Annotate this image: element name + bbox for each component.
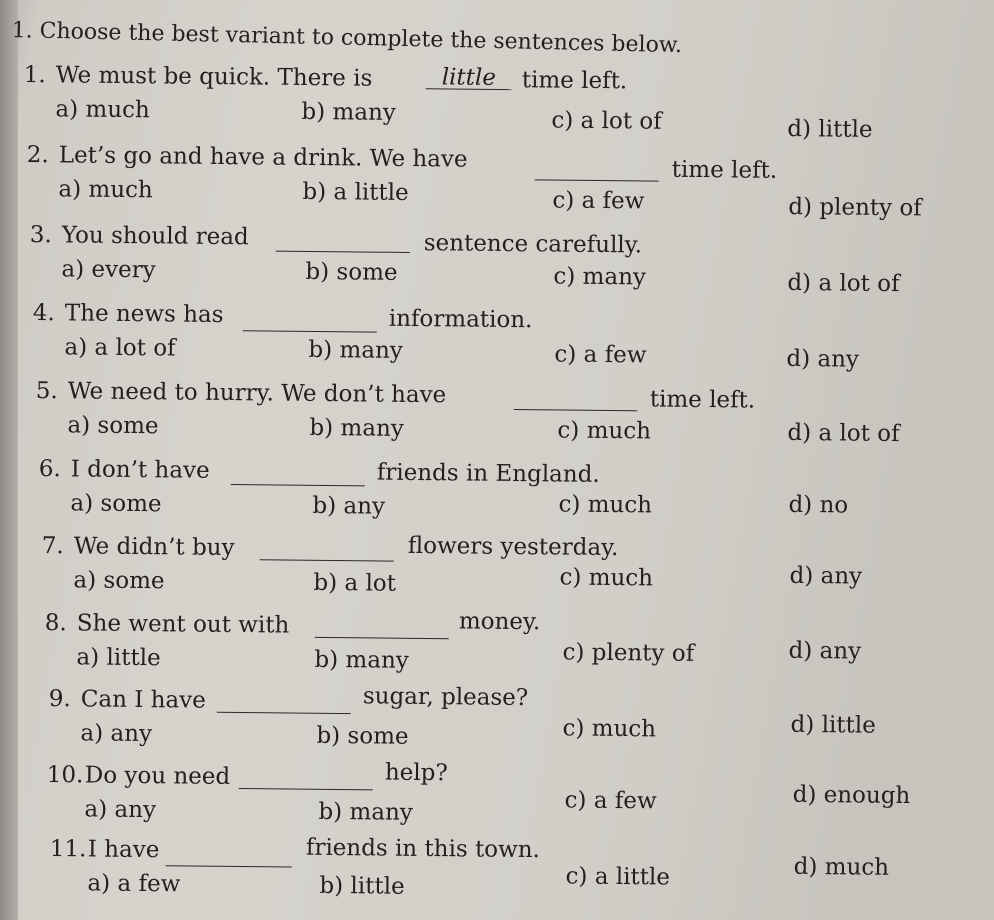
answer-blank[interactable] xyxy=(239,764,373,790)
answer-blank[interactable] xyxy=(243,306,377,332)
option-c[interactable]: c) a few xyxy=(564,787,657,815)
exercise-heading: 1. Choose the best variant to complete the sentences below. xyxy=(11,18,683,59)
option-a[interactable]: a) some xyxy=(73,567,165,595)
option-c[interactable]: c) much xyxy=(562,715,657,743)
option-c[interactable]: c) much xyxy=(559,564,654,592)
question-1 xyxy=(23,62,984,144)
option-d[interactable]: d) a lot of xyxy=(787,419,900,448)
option-b[interactable]: b) some xyxy=(305,258,398,286)
answer-blank[interactable] xyxy=(514,385,638,411)
option-b[interactable]: b) many xyxy=(301,98,396,126)
option-d[interactable]: d) little xyxy=(790,711,876,739)
option-a[interactable]: a) a lot of xyxy=(64,334,176,362)
option-b[interactable]: b) many xyxy=(309,414,404,442)
question-8 xyxy=(44,610,994,692)
question-text-before: The news has xyxy=(64,300,224,328)
option-a[interactable]: a) any xyxy=(80,720,153,748)
question-text-after: help? xyxy=(384,759,448,787)
option-b[interactable]: b) any xyxy=(312,492,386,520)
question-text-before: I have xyxy=(87,836,160,864)
question-number: 6. xyxy=(38,456,61,483)
question-2 xyxy=(26,142,987,224)
question-11 xyxy=(49,836,994,918)
option-c[interactable]: c) much xyxy=(557,417,652,445)
question-text-before: Do you need xyxy=(84,762,231,790)
question-6 xyxy=(38,456,994,538)
question-number: 9. xyxy=(48,686,71,713)
option-d[interactable]: d) any xyxy=(788,637,862,665)
question-5 xyxy=(35,378,994,460)
question-text-after: information. xyxy=(388,305,533,334)
question-number: 7. xyxy=(41,533,64,560)
question-text-before: Let’s go and have a drink. We have xyxy=(58,142,468,173)
question-text-before: Can I have xyxy=(80,686,206,714)
option-c[interactable]: c) a lot of xyxy=(551,107,662,135)
option-b[interactable]: b) many xyxy=(318,798,413,826)
question-number: 3. xyxy=(29,222,52,249)
option-c[interactable]: c) a few xyxy=(554,341,647,369)
option-d[interactable]: d) plenty of xyxy=(788,193,922,222)
answer-blank[interactable] xyxy=(217,688,351,714)
option-c[interactable]: c) much xyxy=(558,491,653,519)
answer-blank[interactable]: little xyxy=(426,64,512,90)
option-c[interactable]: c) plenty of xyxy=(562,639,695,667)
question-text-after: time left. xyxy=(521,67,628,95)
option-c[interactable]: c) many xyxy=(553,263,647,291)
option-d[interactable]: d) a lot of xyxy=(787,269,900,298)
question-text-before: We need to hurry. We don’t have xyxy=(67,378,447,409)
option-a[interactable]: a) some xyxy=(67,412,159,440)
question-text-after: sugar, please? xyxy=(362,683,529,712)
question-number: 2. xyxy=(26,142,49,169)
option-b[interactable]: b) a lot xyxy=(313,569,397,597)
answer-blank[interactable] xyxy=(231,460,365,486)
option-c[interactable]: c) a little xyxy=(565,863,671,891)
question-number: 8. xyxy=(44,610,67,637)
book-binding-shadow xyxy=(0,0,18,920)
question-number: 11. xyxy=(49,836,87,863)
option-d[interactable]: d) any xyxy=(786,345,860,373)
answer-blank[interactable] xyxy=(276,227,410,253)
question-text-before: We didn’t buy xyxy=(73,533,235,562)
answer-blank[interactable] xyxy=(315,613,449,639)
question-number: 10. xyxy=(46,762,84,789)
option-a[interactable]: a) some xyxy=(70,490,162,518)
question-9 xyxy=(48,683,994,768)
answer-blank[interactable] xyxy=(535,155,659,181)
question-text-after: friends in this town. xyxy=(305,834,541,864)
option-d[interactable]: d) any xyxy=(789,562,863,590)
question-7 xyxy=(41,533,994,615)
option-a[interactable]: a) every xyxy=(61,256,156,284)
option-b[interactable]: b) many xyxy=(308,336,403,364)
option-a[interactable]: a) a few xyxy=(87,870,181,898)
question-text-before: She went out with xyxy=(76,610,290,639)
question-number: 5. xyxy=(35,378,58,405)
question-text-after: time left. xyxy=(671,156,778,184)
question-text-after: flowers yesterday. xyxy=(407,532,619,562)
answer-blank[interactable] xyxy=(166,841,292,867)
option-c[interactable]: c) a few xyxy=(552,187,645,215)
question-text-after: sentence carefully. xyxy=(423,230,643,259)
option-a[interactable]: a) little xyxy=(76,644,161,672)
option-a[interactable]: a) any xyxy=(84,796,157,824)
question-text-after: time left. xyxy=(649,386,756,414)
option-b[interactable]: b) some xyxy=(316,722,409,750)
question-3 xyxy=(29,222,990,304)
option-d[interactable]: d) much xyxy=(793,853,890,881)
question-text-before: You should read xyxy=(61,222,249,251)
option-a[interactable]: a) much xyxy=(55,96,150,124)
question-number: 1. xyxy=(23,62,46,89)
question-text-after: friends in England. xyxy=(376,459,600,488)
option-d[interactable]: d) enough xyxy=(792,781,911,810)
question-text-after: money. xyxy=(458,608,541,636)
question-4 xyxy=(32,300,993,382)
option-b[interactable]: b) little xyxy=(319,872,405,900)
option-d[interactable]: d) no xyxy=(788,491,849,519)
question-number: 4. xyxy=(32,300,55,327)
option-b[interactable]: b) many xyxy=(314,646,409,674)
option-a[interactable]: a) much xyxy=(58,176,153,204)
question-text-before: We must be quick. There is xyxy=(55,62,373,92)
option-d[interactable]: d) little xyxy=(787,115,873,143)
question-10 xyxy=(46,759,994,844)
answer-blank[interactable] xyxy=(260,535,394,561)
option-b[interactable]: b) a little xyxy=(302,178,409,206)
question-text-before: I don’t have xyxy=(70,456,210,484)
